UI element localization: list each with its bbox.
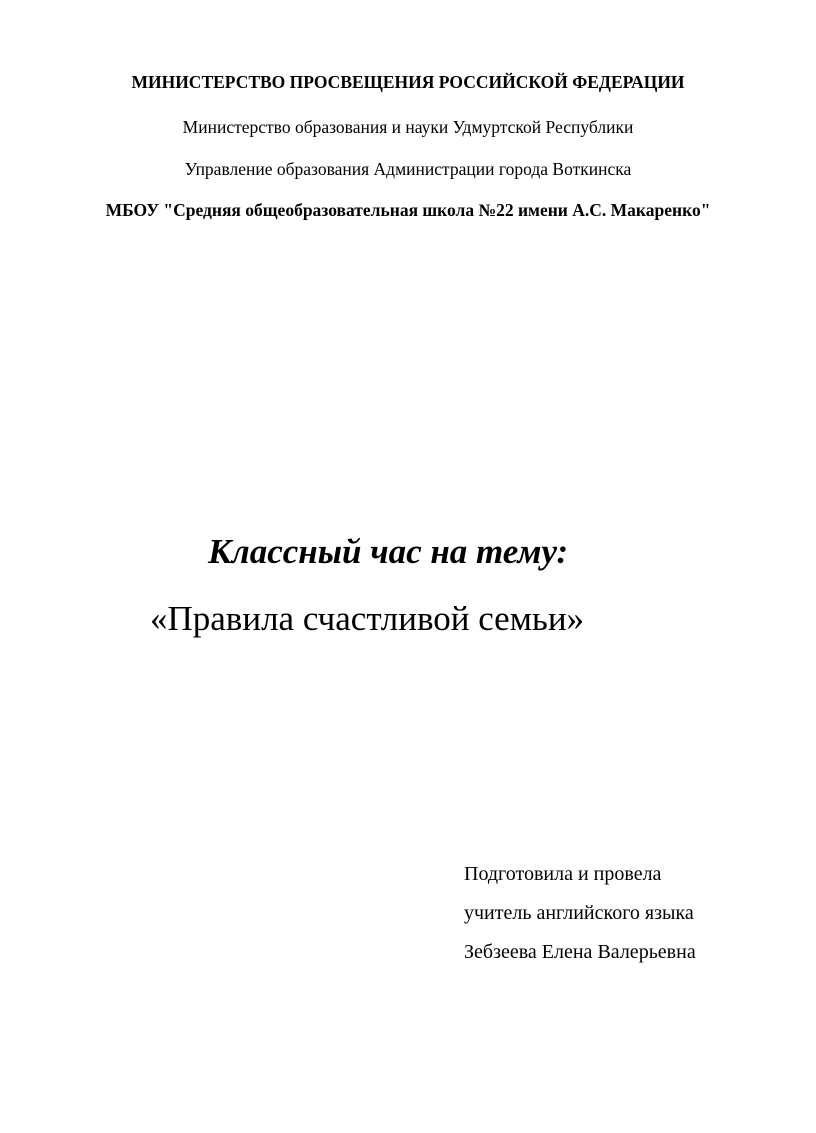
city-administration-line: Управление образования Администрации города Воткинска <box>184 159 632 179</box>
author-name: Зебзеева Елена Валерьевна <box>464 941 696 963</box>
page-title: «Правила счастливой семьи» <box>150 599 585 638</box>
ministry-heading: МИНИСТЕРСТВО ПРОСВЕЩЕНИЯ РОССИЙСКОЙ ФЕДЕРАЦИИ <box>131 72 685 92</box>
school-name: МБОУ "Средняя общеобразовательная школа №22 имени А.С. Макаренко" <box>105 200 711 220</box>
title-intro: Классный час на тему: <box>208 532 569 571</box>
regional-ministry-line: Министерство образования и науки Удмуртской Республики <box>182 117 634 137</box>
author-prepared-by: Подготовила и провела <box>464 863 662 885</box>
author-position: учитель английского языка <box>464 902 694 924</box>
